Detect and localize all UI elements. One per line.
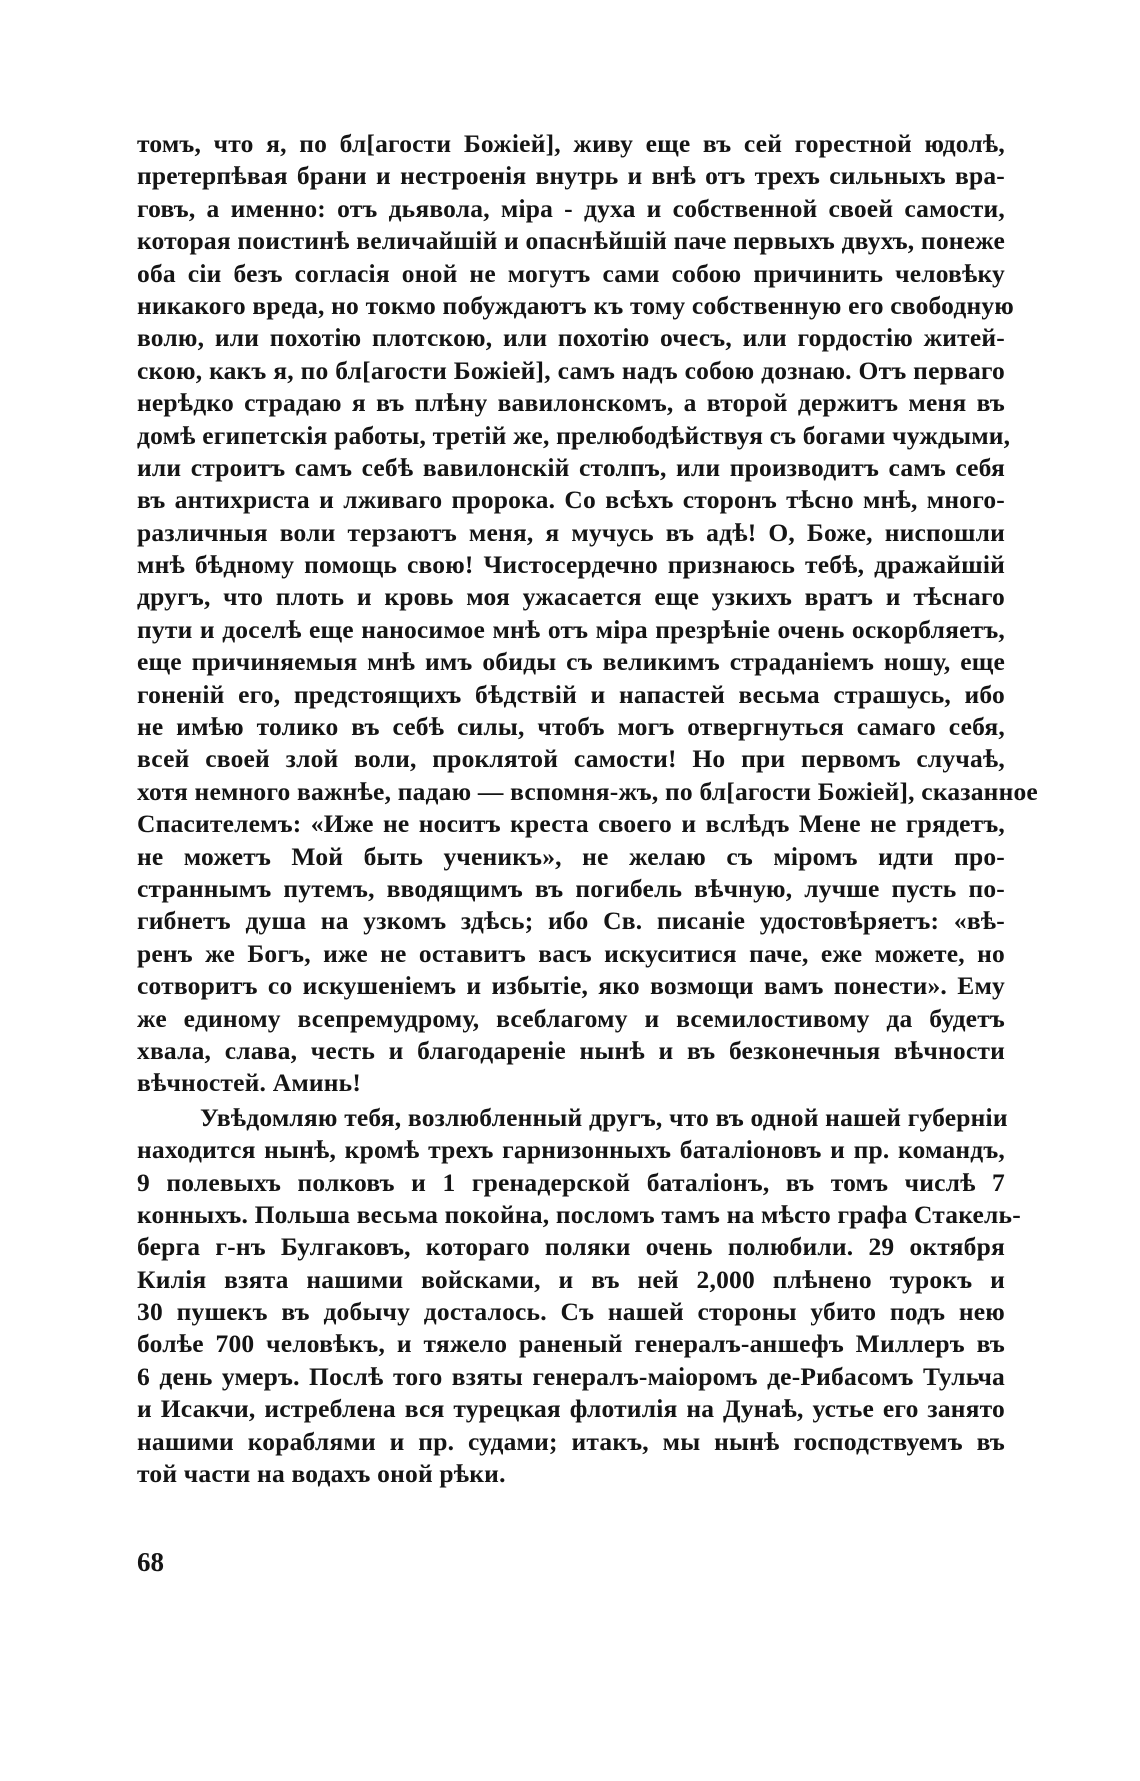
text-line: нерѣдко страдаю я въ плѣну вавилонскомъ, а второй держитъ меня въ (137, 388, 1005, 418)
text-line: въ антихриста и лживаго пророка. Со всѣхъ сторонъ тѣсно мнѣ, много- (137, 485, 1005, 515)
text-line: пути и доселѣ еще наносимое мнѣ отъ міра презрѣніе очень оскорбляетъ, (137, 614, 1005, 644)
text-line: волю, или похотію плотскою, или похотію очесъ, или гордостію житей- (137, 323, 1005, 353)
text-line: гибнетъ душа на узкомъ здѣсь; ибо Св. писаніе удостовѣряетъ: «вѣ- (137, 906, 1005, 936)
page-number: 68 (137, 1547, 164, 1577)
text-line: Спасителемъ: «Иже не носитъ креста своего и вслѣдъ Мене не грядетъ, (137, 809, 1005, 839)
text-line: Увѣдомляю тебя, возлюбленный другъ, что въ одной нашей губерніи (200, 1102, 1008, 1132)
text-line: различныя воли терзаютъ меня, я мучусь въ адѣ! О, Боже, ниспошли (137, 517, 1005, 547)
text-line: скою, какъ я, по бл[агости Божіей], самъ надъ собою дознаю. Отъ перваго (137, 355, 1005, 385)
text-line: или строитъ самъ себѣ вавилонскій столпъ, или производитъ самъ себя (137, 452, 1005, 482)
text-line: вѣчностей. Аминь! (137, 1068, 362, 1098)
text-line: гоненій его, предстоящихъ бѣдствій и напастей весьма страшусь, ибо (137, 679, 1005, 709)
text-line: которая поистинѣ величайшій и опаснѣйшій паче первыхъ двухъ, понеже (137, 226, 1006, 256)
text-line: другъ, что плоть и кровь моя ужасается еще узкихъ вратъ и тѣснаго (137, 582, 1005, 612)
text-line: не имѣю толико въ себѣ силы, чтобъ могъ отвергнуться самаго себя, (137, 712, 1005, 742)
text-line: сотворитъ со искушеніемъ и избытіе, яко возмощи вамъ понести». Ему (137, 971, 1005, 1001)
text-line: мнѣ бѣдному помощь свою! Чистосердечно признаюсь тебѣ, дражайшій (137, 550, 1005, 580)
text-line: 6 день умеръ. Послѣ того взяты генералъ-маіоромъ де-Рибасомъ Тульча (137, 1361, 1005, 1391)
text-line: еще причиняемыя мнѣ имъ обиды съ великимъ страданіемъ ношу, еще (137, 647, 1005, 677)
text-line: всей своей злой воли, проклятой самости! Но при первомъ случаѣ, (137, 744, 1005, 774)
text-line: страннымъ путемъ, вводящимъ въ погибель вѣчную, лучше пусть по- (137, 873, 1005, 903)
text-line: находится нынѣ, кромѣ трехъ гарнизонныхъ баталіоновъ и пр. командъ, (137, 1135, 1005, 1165)
text-line: же единому всепремудрому, всеблагому и всемилостивому да будетъ (137, 1003, 1005, 1033)
text-line: 30 пушекъ въ добычу досталось. Съ нашей стороны убито подъ нею (137, 1297, 1005, 1327)
text-line: той части на водахъ оной рѣки. (137, 1459, 506, 1489)
text-line: претерпѣвая брани и нестроенія внутрь и внѣ отъ трехъ сильныхъ вра- (137, 161, 1005, 191)
text-line: не можетъ Мой быть ученикъ», не желаю съ міромъ идти про- (137, 841, 1005, 871)
text-line: Килія взята нашими войсками, и въ ней 2,000 плѣнено турокъ и (137, 1264, 1005, 1294)
paragraph (137, 128, 1038, 1100)
text-line: ренъ же Богъ, иже не оставитъ васъ искуситися паче, еже можете, но (137, 938, 1005, 968)
text-line: домѣ египетскія работы, третій же, прелюбодѣйствуя съ богами чуждыми, (137, 420, 1011, 450)
text-line: конныхъ. Польша весьма покойна, посломъ тамъ на мѣсто графа Стакель- (137, 1199, 1021, 1229)
body-text (137, 128, 1038, 1490)
text-line: оба сіи безъ согласія оной не могутъ сами собою причинить человѣку (137, 258, 1005, 288)
text-line: никакого вреда, но токмо побуждаютъ къ тому собственную его свободную (137, 290, 1014, 320)
text-line: болѣе 700 человѣкъ, и тяжело раненый генералъ-аншефъ Миллеръ въ (137, 1329, 1005, 1359)
text-line: 9 полевыхъ полковъ и 1 гренадерской баталіонъ, въ томъ числѣ 7 (137, 1167, 1005, 1197)
text-line: и Исакчи, истреблена вся турецкая флотилія на Дунаѣ, устье его занято (137, 1394, 1005, 1424)
text-line: томъ, что я, по бл[агости Божіей], живу еще въ сей горестной юдолѣ, (137, 129, 1005, 158)
text-line: хотя немного важнѣе, падаю — вспомня-жъ, по бл[агости Божіей], сказанное (137, 776, 1038, 806)
paragraph (137, 1102, 1021, 1491)
text-line: хвала, слава, честь и благодареніе нынѣ и въ безконечныя вѣчности (137, 1035, 1005, 1065)
text-line: говъ, а именно: отъ дьявола, міра - духа и собственной своей самости, (137, 193, 1005, 223)
text-line: нашими кораблями и пр. судами; итакъ, мы нынѣ господствуемъ въ (137, 1426, 1005, 1456)
text-line: берга г-нъ Булгаковъ, котораго поляки очень полюбили. 29 октября (137, 1232, 1005, 1262)
